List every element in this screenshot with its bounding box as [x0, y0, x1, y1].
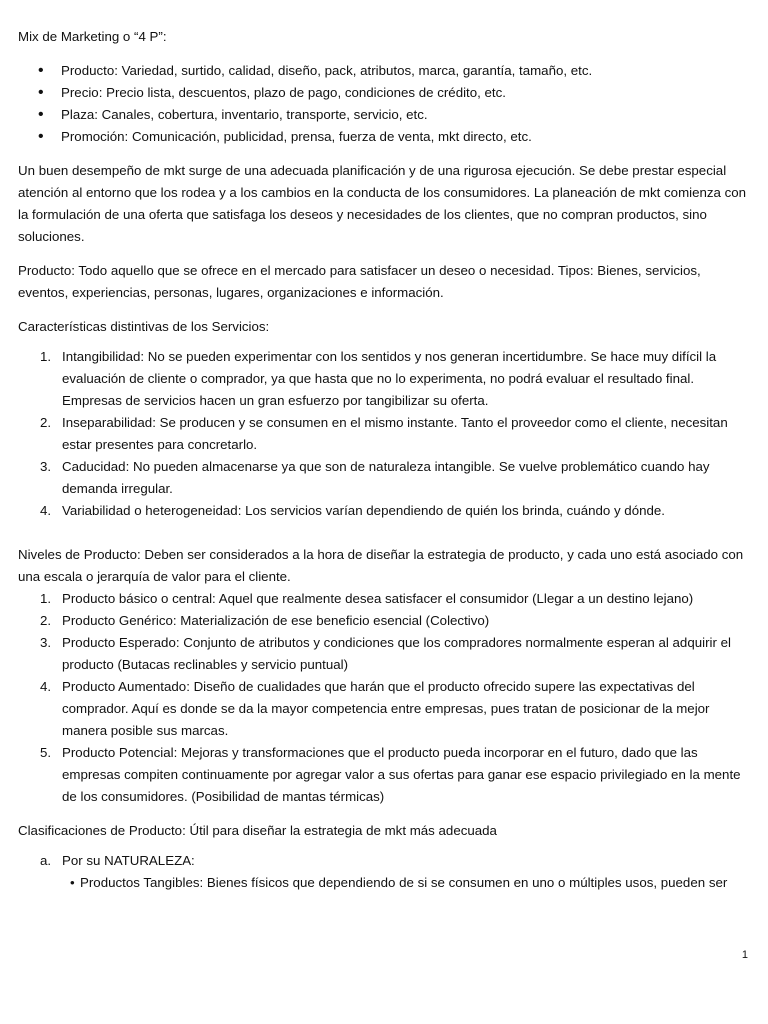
- levels-intro: Niveles de Producto: Deben ser considerados a la hora de diseñar la estrategia de producto, y cada uno está asociado con una escala o jerarquía de valor para el cliente.: [18, 547, 744, 584]
- list-letter: a.: [40, 853, 52, 868]
- list-item: • Precio: Precio lista, descuentos, plazo de pago, condiciones de crédito, etc.: [18, 82, 750, 104]
- list-item: [18, 850, 750, 872]
- list-item-text: Intangibilidad: No se pueden experimentar con los sentidos y nos generan incertidumbre. Se hace muy difícil la evaluación de cliente o comprador, ya que hasta que no lo experimenta, no podrá evaluar el resultado final. Empresas de servicios hacen un gran esfuerzo por tangibilizar su oferta.: [62, 349, 717, 408]
- list-item-text: Producto Potencial: Mejoras y transformaciones que el producto pueda incorporar en el futuro, dado que las empresas compiten continuamente por agregar valor a sus ofertas para ganar ese espacio privilegiado en la mente de los consumidores. (Posibilidad de mantas térmicas): [62, 745, 741, 804]
- levels-list: [18, 588, 750, 808]
- four-p-list: [18, 60, 750, 148]
- spacer: [18, 534, 750, 544]
- list-number: 2.: [40, 415, 52, 430]
- list-item-text: Inseparabilidad: Se producen y se consumen en el mismo instante. Tanto el proveedor como el cliente, necesitan estar presentes para concretarlo.: [62, 415, 728, 452]
- list-number: 4.: [40, 503, 52, 518]
- list-number: 3.: [40, 635, 52, 650]
- list-item: [18, 610, 750, 632]
- list-item-text: Producto Aumentado: Diseño de cualidades que harán que el producto ofrecido supere las expectativas del comprador. Aquí es donde se da la mayor competencia entre empresas, pues tratan de posicionar de la mejor manera posible sus marcas.: [62, 679, 710, 738]
- list-item: • Plaza: Canales, cobertura, inventario, transporte, servicio, etc.: [18, 104, 750, 126]
- classifications-list: [18, 850, 750, 872]
- list-number: 1.: [40, 591, 52, 606]
- list-number: 3.: [40, 459, 52, 474]
- document-page: [18, 26, 750, 894]
- list-number: 1.: [40, 349, 52, 364]
- list-item: [18, 742, 750, 808]
- list-item: • Producto: Variedad, surtido, calidad, diseño, pack, atributos, marca, garantía, tamaño, etc.: [18, 60, 750, 82]
- list-item: [18, 456, 750, 500]
- list-item-text: Por su NATURALEZA:: [62, 853, 195, 868]
- list-item: [18, 412, 750, 456]
- marketing-mix-heading: Mix de Marketing o “4 P”:: [18, 29, 167, 44]
- list-item-text: Variabilidad o heterogeneidad: Los servicios varían dependiendo de quién los brinda, cuándo y dónde.: [62, 503, 665, 518]
- list-item: [18, 588, 750, 610]
- paragraph-product-definition: Producto: Todo aquello que se ofrece en el mercado para satisfacer un deseo o necesidad. Tipos: Bienes, servicios, eventos, experiencias, personas, lugares, organizaciones e información.: [18, 263, 701, 300]
- list-item-text: Producto Esperado: Conjunto de atributos y condiciones que los compradores normalmente esperan al adquirir el producto (Butacas reclinables y servicio puntual): [62, 635, 731, 672]
- list-item: [18, 346, 750, 412]
- list-number: 2.: [40, 613, 52, 628]
- list-item: • Promoción: Comunicación, publicidad, prensa, fuerza de venta, mkt directo, etc.: [18, 126, 750, 148]
- services-list: [18, 346, 750, 522]
- list-item-text: Caducidad: No pueden almacenarse ya que son de naturaleza intangible. Se vuelve problemático cuando hay demanda irregular.: [62, 459, 710, 496]
- paragraph-planning: Un buen desempeño de mkt surge de una adecuada planificación y de una rigurosa ejecución. Se debe prestar especial atención al entorno que los rodea y a los cambios en la conducta de los consumidores. La planeación de mkt comienza con la formulación de una oferta que satisfaga los deseos y necesidades de los clientes, que no compran productos, sino soluciones.: [18, 163, 747, 244]
- bullet-icon: •: [70, 875, 75, 890]
- list-number: 4.: [40, 679, 52, 694]
- list-item: [18, 676, 750, 742]
- tangible-products-item: [18, 872, 750, 894]
- classifications-heading: Clasificaciones de Producto: Útil para diseñar la estrategia de mkt más adecuada: [18, 823, 497, 838]
- list-item-text: Producto Genérico: Materialización de ese beneficio esencial (Colectivo): [62, 613, 490, 628]
- list-number: 5.: [40, 745, 52, 760]
- services-heading: Características distintivas de los Servicios:: [18, 319, 270, 334]
- list-item: [18, 632, 750, 676]
- list-item-text: Productos Tangibles: Bienes físicos que dependiendo de si se consumen en uno o múltiples usos, pueden ser: [80, 875, 728, 890]
- list-item-text: Producto básico o central: Aquel que realmente desea satisfacer el consumidor (Llegar a un destino lejano): [62, 591, 694, 606]
- page-number: 1: [741, 949, 748, 961]
- list-item: [18, 500, 750, 522]
